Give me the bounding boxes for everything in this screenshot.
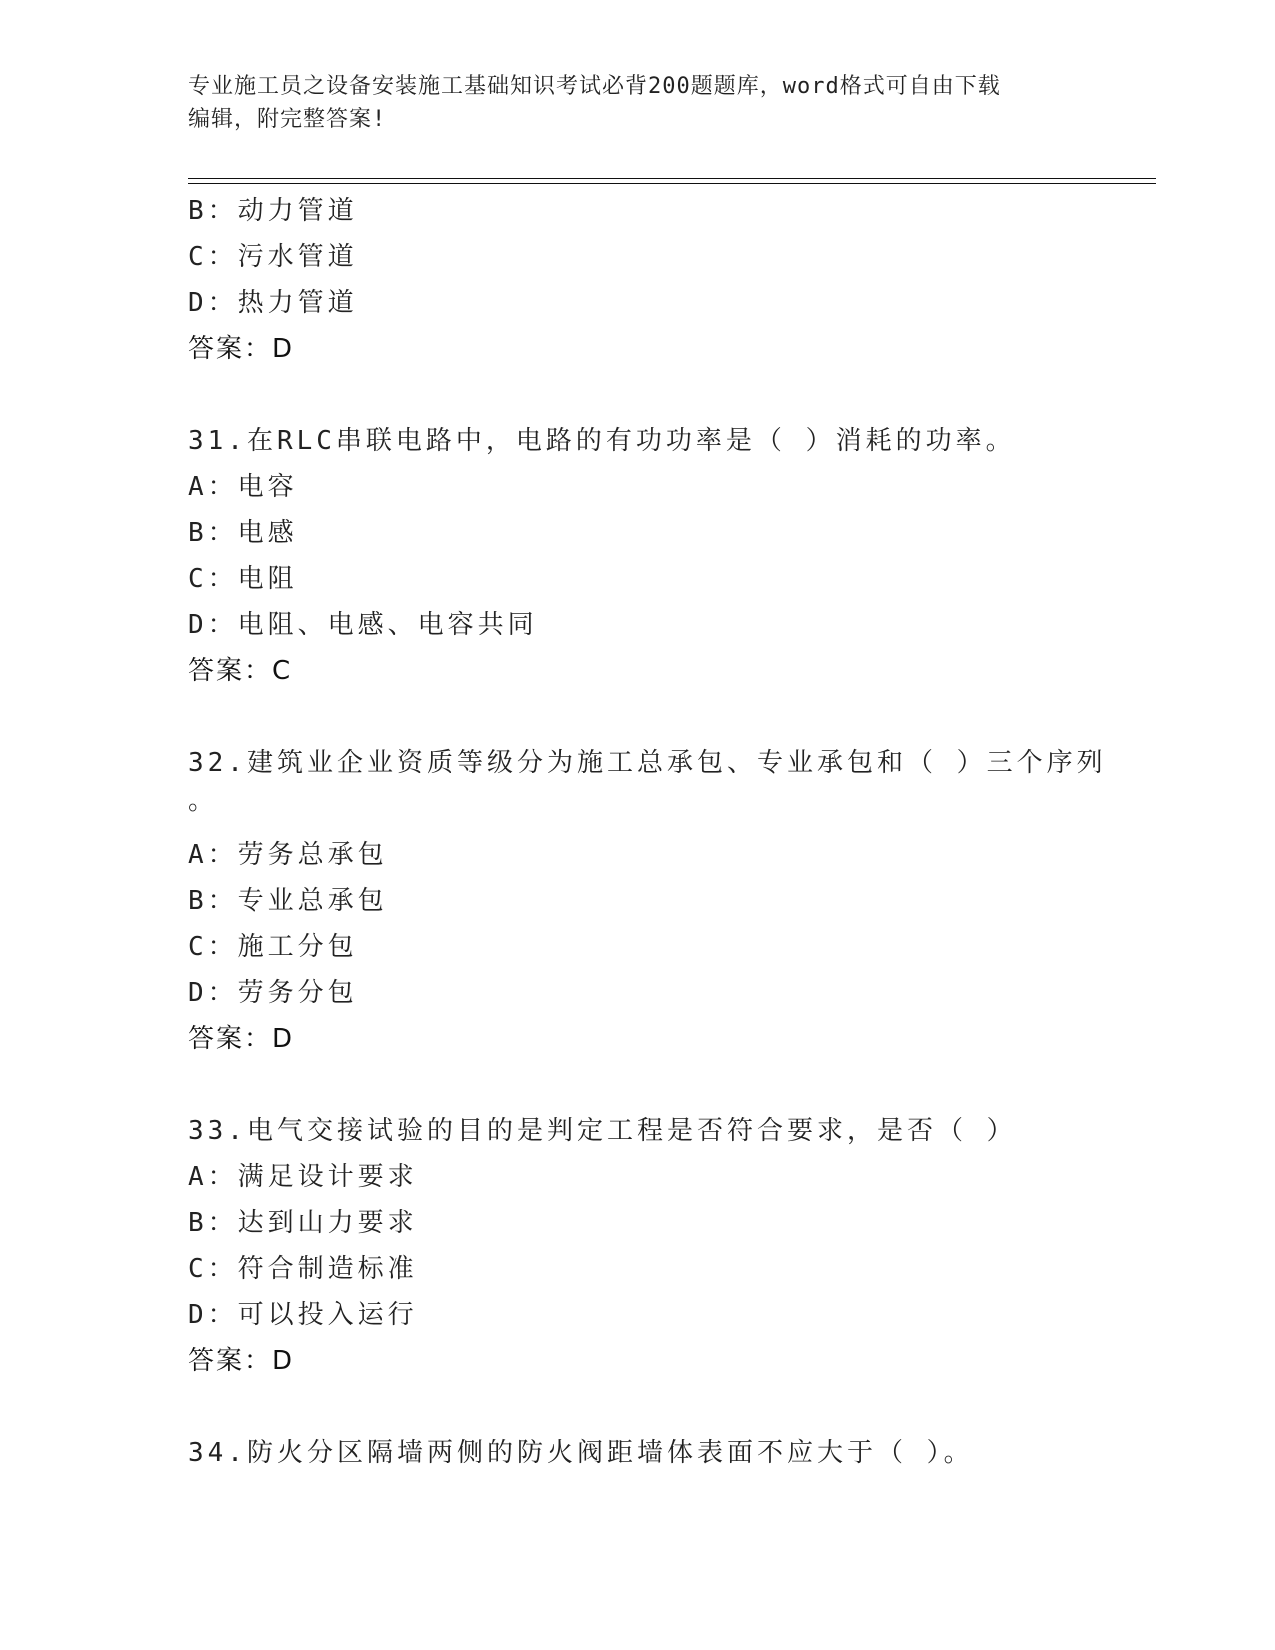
header-line-2: 编辑，附完整答案! xyxy=(188,107,387,132)
spacer xyxy=(188,1384,1088,1430)
question-list xyxy=(188,188,1107,1476)
question-text: 33.电气交接试验的目的是判定工程是否符合要求，是否（ ） xyxy=(188,1116,1017,1146)
spacer xyxy=(188,1062,1088,1108)
option-a: A：劳务总承包 xyxy=(188,840,388,870)
option-a: A：电容 xyxy=(188,472,298,502)
question-30-block xyxy=(188,188,1088,372)
header-line-1: 专业施工员之设备安装施工基础知识考试必背200题题库，word格式可自由下载 xyxy=(188,74,1001,99)
spacer xyxy=(188,694,1088,740)
option-b: B：电感 xyxy=(188,518,298,548)
question-text: 31.在RLC串联电路中，电路的有功功率是（ ）消耗的功率。 xyxy=(188,426,1016,456)
question-33-block xyxy=(188,1108,1088,1384)
option-d: D：可以投入运行 xyxy=(188,1300,418,1330)
question-text-continuation: 。 xyxy=(188,786,215,816)
header-rule-bottom xyxy=(188,183,1156,184)
option-c: C：电阻 xyxy=(188,564,298,594)
option-b: B：专业总承包 xyxy=(188,886,388,916)
option-d: D：劳务分包 xyxy=(188,978,358,1008)
header-rule-top xyxy=(188,178,1156,179)
option-d: D：热力管道 xyxy=(188,288,358,318)
option-a: A：满足设计要求 xyxy=(188,1162,418,1192)
answer-line: 答案：C xyxy=(188,656,293,686)
option-c: C：施工分包 xyxy=(188,932,358,962)
answer-line: 答案：D xyxy=(188,334,295,364)
answer-line: 答案：D xyxy=(188,1346,295,1376)
answer-line: 答案：D xyxy=(188,1024,295,1054)
question-31-block xyxy=(188,418,1088,694)
option-b: B：达到山力要求 xyxy=(188,1208,418,1238)
option-b: B：动力管道 xyxy=(188,196,358,226)
spacer xyxy=(188,372,1088,418)
option-c: C：污水管道 xyxy=(188,242,358,272)
question-text: 34.防火分区隔墙两侧的防火阀距墙体表面不应大于（ ）。 xyxy=(188,1438,974,1468)
document-header xyxy=(188,70,1088,136)
question-text: 32.建筑业企业资质等级分为施工总承包、专业承包和（ ）三个序列 xyxy=(188,748,1107,778)
question-34-block xyxy=(188,1430,1088,1476)
option-c: C：符合制造标准 xyxy=(188,1254,418,1284)
option-d: D：电阻、电感、电容共同 xyxy=(188,610,538,640)
question-32-block xyxy=(188,740,1107,1062)
